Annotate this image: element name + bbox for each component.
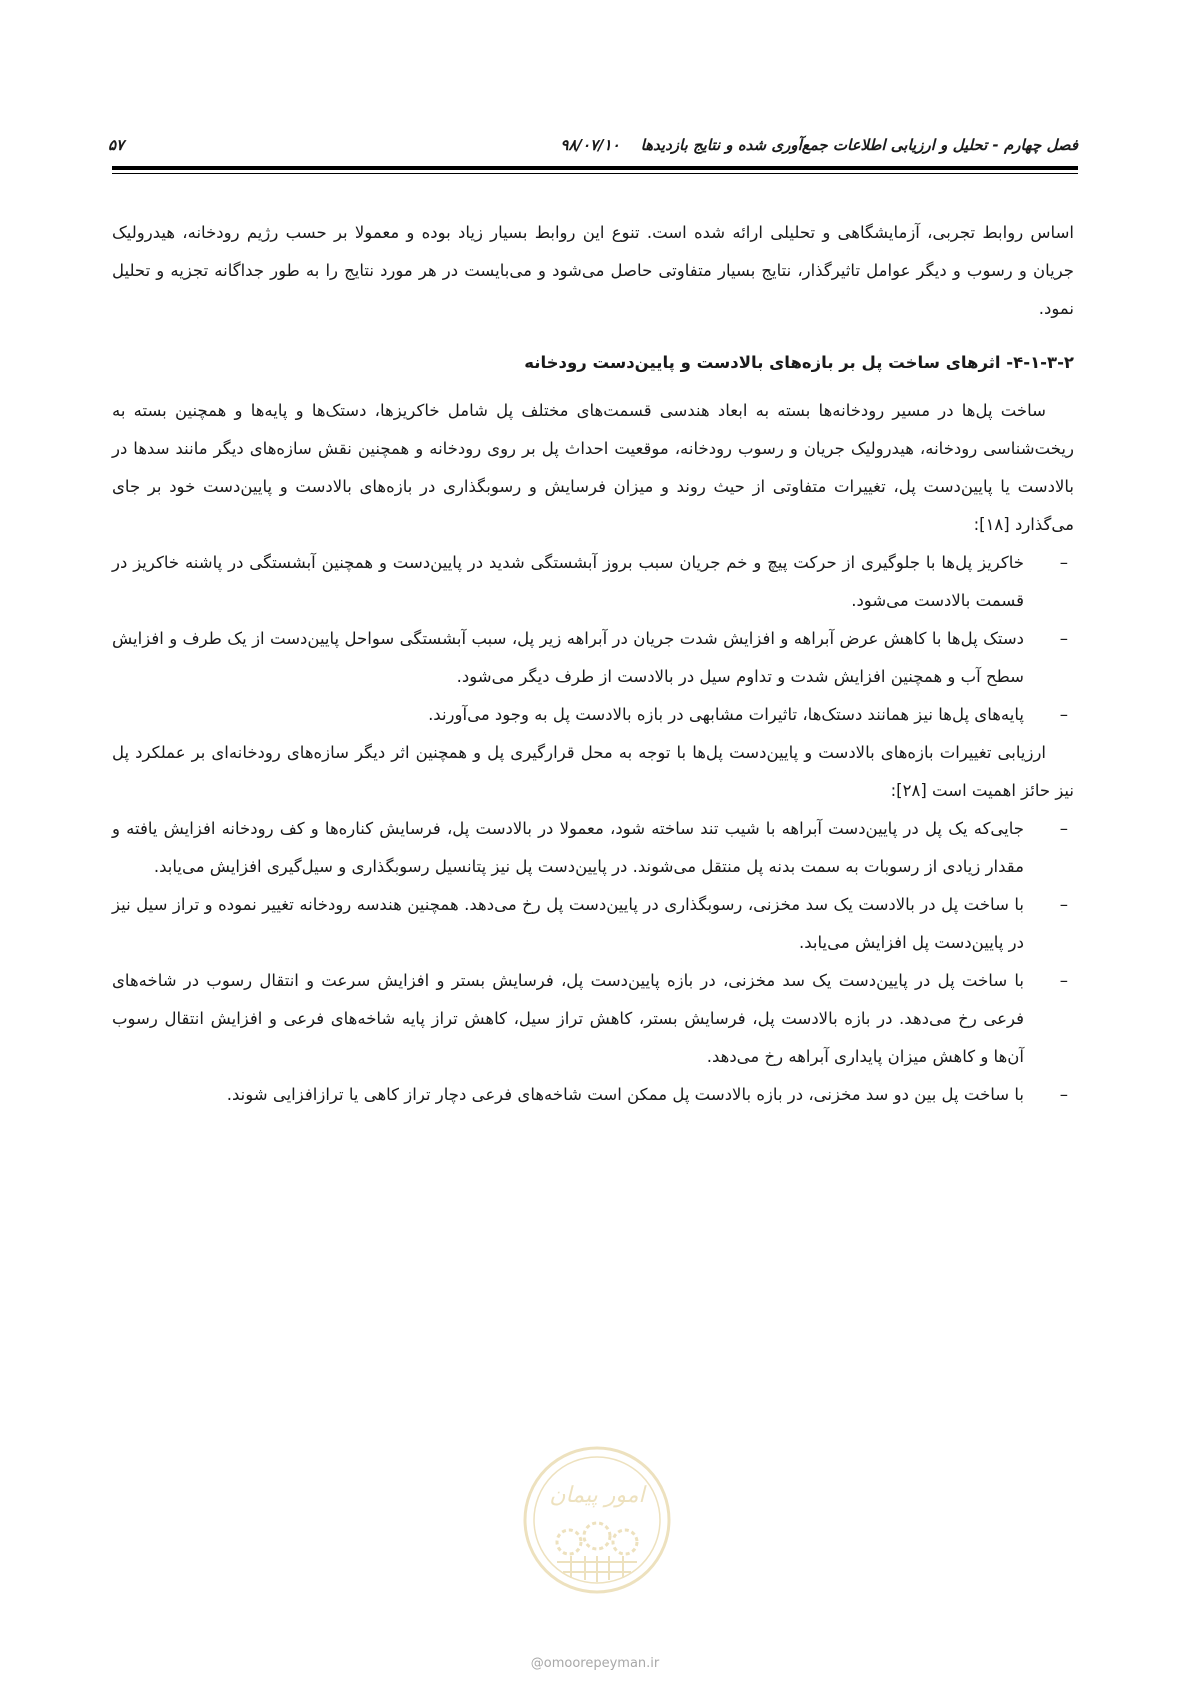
dash-bullet: – bbox=[1059, 705, 1068, 724]
paragraph-1: ساخت پل‌ها در مسیر رودخانه‌ها بسته به ابعاد هندسی قسمت‌های مختلف پل شامل خاکریزها، دستک‌ها و پایه‌ها و همچنین بسته به ریخت‌شناسی رودخانه، هیدرولیک جریان و رسوب رودخانه، موقعیت احداث پل بر روی رودخانه و همچنین نقش سازه‌های دیگر مانند سدها در بالادست یا پایین‌دست پل، تغییرات متفاوتی از حیث روند و میزان فرسایش و رسوبگذاری در بازه‌های بالادست و پایین‌دست خود بر جای می‌گذارد [۱۸]: bbox=[112, 401, 1074, 534]
list-item-text: با ساخت پل بین دو سد مخزنی، در بازه بالادست پل ممکن است شاخه‌های فرعی دچار تراز کاهی یا ترازافزایی شوند. bbox=[226, 1085, 1024, 1104]
page-number: ۵۷ bbox=[108, 136, 125, 154]
dash-bullet: – bbox=[1059, 1085, 1068, 1104]
list-item-text: با ساخت پل در بالادست یک سد مخزنی، رسوبگذاری در پایین‌دست پل رخ می‌دهد. همچنین هندسه رودخانه تغییر نموده و تراز سیل نیز در پایین‌دست پل افزایش می‌یابد. bbox=[112, 895, 1024, 952]
seal-logo-icon bbox=[521, 1444, 673, 1596]
list-item-text: خاکریز پل‌ها با جلوگیری از حرکت پیچ و خم جریان سبب بروز آبشستگی شدید در پایین‌دست و همچنین آبشستگی در پاشنه خاکریز در قسمت بالادست می‌شود. bbox=[112, 553, 1024, 610]
bullet-list-2 bbox=[112, 810, 1074, 1114]
list-item bbox=[112, 962, 1074, 1076]
intro-paragraph: اساس روابط تجربی، آزمایشگاهی و تحلیلی ارائه شده است. تنوع این روابط بسیار زیاد بوده و معمولا بر حسب رژیم رودخانه، هیدرولیک جریان و رسوب و دیگر عوامل تاثیرگذار، نتایج بسیار متفاوتی حاصل می‌شود و می‌بایست در هر مورد نتایج را به طور جداگانه تجزیه و تحلیل نمود. bbox=[112, 223, 1074, 318]
paragraph-2: ارزیابی تغییرات بازه‌های بالادست و پایین‌دست پل‌ها با توجه به محل قرارگیری پل و همچنین اثر دیگر سازه‌های رودخانه‌ای بر عملکرد پل نیز حائز اهمیت است [۲۸]: bbox=[112, 743, 1074, 800]
list-item-text: با ساخت پل در پایین‌دست یک سد مخزنی، در بازه پایین‌دست پل، فرسایش بستر و افزایش سرعت و انتقال رسوب در شاخه‌های فرعی رخ می‌دهد. در بازه بالادست پل، فرسایش بستر، کاهش تراز سیل، کاهش تراز پایه شاخه‌های فرعی و افزایش انتقال رسوب آن‌ها و کاهش میزان پایداری آبراهه رخ می‌دهد. bbox=[112, 971, 1024, 1066]
list-item bbox=[112, 620, 1074, 696]
footer-handle: @omoorepeyman.ir bbox=[530, 1656, 660, 1671]
header-rule-thin bbox=[112, 173, 1078, 174]
chapter-title-block bbox=[560, 136, 1078, 154]
dash-bullet: – bbox=[1059, 553, 1068, 572]
list-item bbox=[112, 696, 1074, 734]
header-date: ۹۸/۰۷/۱۰ bbox=[560, 136, 620, 154]
watermark-logo-text: امور پیمان bbox=[549, 1483, 645, 1508]
list-item-text: جایی‌که یک پل در پایین‌دست آبراهه با شیب تند ساخته شود، معمولا در بالادست پل، فرسایش کناره‌ها و کف رودخانه افزایش یافته و مقدار زیادی از رسوبات به سمت بدنه پل منتقل می‌شوند. در پایین‌دست پل نیز پتانسیل رسوبگذاری و سیل‌گیری افزایش می‌یابد. bbox=[112, 819, 1024, 876]
list-item bbox=[112, 1076, 1074, 1114]
section-heading: ۴-۱-۳-۲- اثرهای ساخت پل بر بازه‌های بالادست و پایین‌دست رودخانه bbox=[524, 353, 1074, 372]
dash-bullet: – bbox=[1059, 629, 1068, 648]
list-item bbox=[112, 886, 1074, 962]
header-rule-thick bbox=[112, 166, 1078, 170]
dash-bullet: – bbox=[1059, 819, 1068, 838]
bullet-list-1 bbox=[112, 544, 1074, 734]
list-item bbox=[112, 544, 1074, 620]
dash-bullet: – bbox=[1059, 971, 1068, 990]
watermark-seal bbox=[521, 1444, 673, 1596]
list-item bbox=[112, 810, 1074, 886]
list-item-text: پایه‌های پل‌ها نیز همانند دستک‌ها، تاثیرات مشابهی در بازه بالادست پل به وجود می‌آورند. bbox=[428, 705, 1024, 724]
page-content bbox=[112, 214, 1074, 1114]
list-item-text: دستک پل‌ها با کاهش عرض آبراهه و افزایش شدت جریان در آبراهه زیر پل، سبب آبشستگی سواحل پایین‌دست از یک طرف و افزایش سطح آب و همچنین افزایش شدت و تداوم سیل در بالادست از طرف دیگر می‌شود. bbox=[112, 629, 1024, 686]
dash-bullet: – bbox=[1059, 895, 1068, 914]
page-header bbox=[108, 128, 1078, 162]
chapter-title: فصل چهارم - تحلیل و ارزیابی اطلاعات جمع‌آوری شده و نتایج بازدیدها bbox=[640, 136, 1078, 154]
